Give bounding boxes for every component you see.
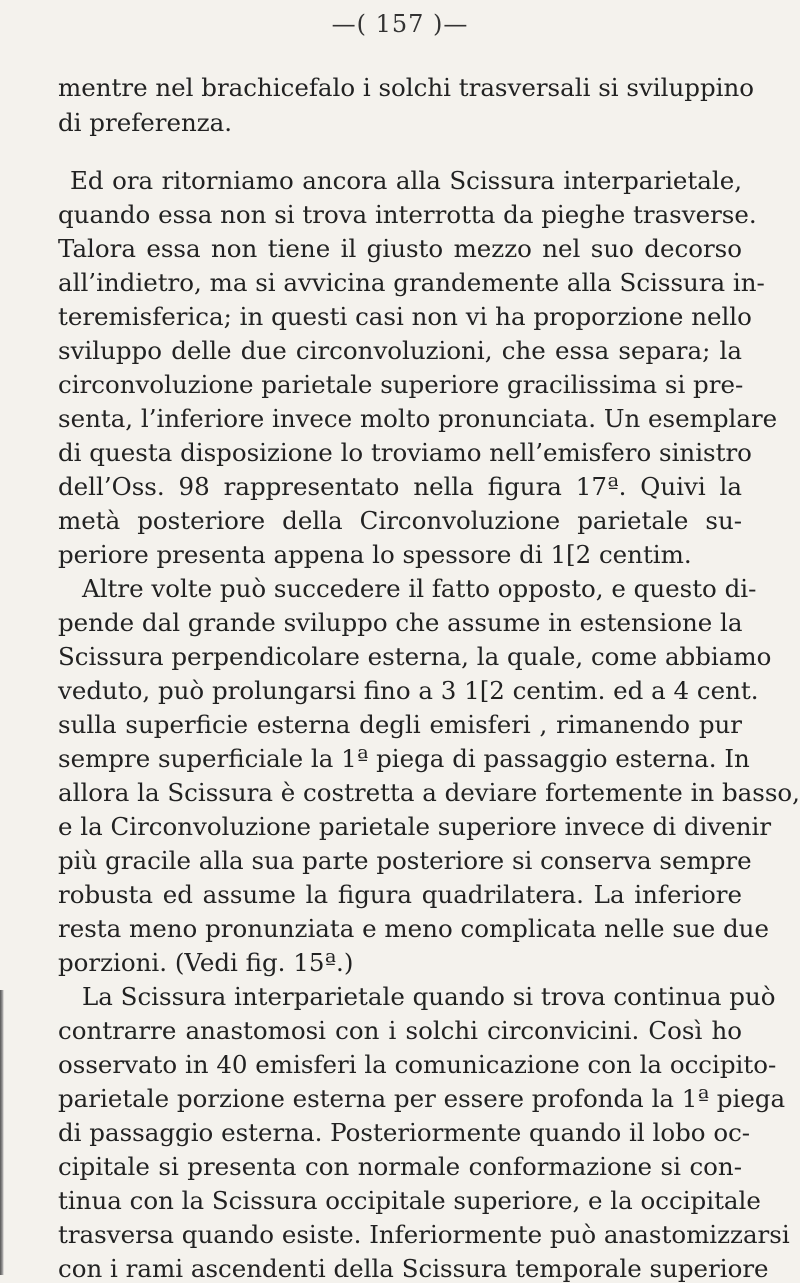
text-line: pende dal grande sviluppo che assume in estensione la — [58, 608, 743, 637]
text-line: e la Circonvoluzione parietale superiore invece di divenir — [58, 812, 772, 841]
text-line: circonvoluzione parietale superiore gracilissima si pre- — [58, 370, 744, 399]
text-line: teremisferica; in questi casi non vi ha proporzione nello — [58, 302, 752, 331]
text-line: quando essa non si trova interrotta da pieghe trasverse. — [58, 200, 757, 229]
text-line: dell’Oss. 98 rappresentato nella figura 17ª. Quivi la — [58, 472, 742, 501]
text-line: trasversa quando esiste. Inferiormente può anastomizzarsi — [58, 1220, 790, 1249]
text-line: Talora essa non tiene il giusto mezzo nel suo decorso — [58, 234, 742, 263]
text-line: resta meno pronunziata e meno complicata nelle sue due — [58, 914, 769, 943]
text-line: parietale porzione esterna per essere profonda la 1ª piega — [58, 1084, 786, 1113]
text-line: contrarre anastomosi con i solchi circonvicini. Così ho — [58, 1016, 742, 1045]
text-line: periore presenta appena lo spessore di 1[2 centim. — [58, 540, 692, 569]
text-line: sempre superficiale la 1ª piega di passaggio esterna. In — [58, 744, 750, 773]
text-line: più gracile alla sua parte posteriore si conserva sempre — [58, 846, 752, 875]
text-line: porzioni. (Vedi fig. 15ª.) — [58, 948, 354, 977]
text-line: di passaggio esterna. Posteriormente quando il lobo oc- — [58, 1118, 751, 1147]
text-line: senta, l’inferiore invece molto pronunciata. Un esemplare — [58, 404, 778, 433]
text-line: allora la Scissura è costretta a deviare fortemente in basso, — [58, 778, 800, 807]
text-line: metà posteriore della Circonvoluzione parietale su- — [58, 506, 742, 535]
text-line: di preferenza. — [58, 108, 233, 137]
text-line: Altre volte può succedere il fatto opposto, e questo di- — [82, 574, 757, 603]
text-line: sviluppo delle due circonvoluzioni, che essa separa; la — [58, 336, 742, 365]
page-number-header: —( 157 )— — [331, 10, 469, 38]
text-line: Scissura perpendicolare esterna, la quale, come abbiamo — [58, 642, 772, 671]
text-line: tinua con la Scissura occipitale superiore, e la occipitale — [58, 1186, 761, 1215]
text-line: sulla superficie esterna degli emisferi , rimanendo pur — [58, 710, 742, 739]
page-edge-shadow — [0, 990, 4, 1275]
text-line: cipitale si presenta con normale conformazione si con- — [58, 1152, 742, 1181]
text-line: mentre nel brachicefalo i solchi trasversali si sviluppino — [58, 73, 754, 102]
text-line: all’indietro, ma si avvicina grandemente alla Scissura in- — [58, 268, 765, 297]
text-line: veduto, può prolungarsi fino a 3 1[2 centim. ed a 4 cent. — [58, 676, 759, 705]
text-line: Ed ora ritorniamo ancora alla Scissura interparietale, — [70, 166, 742, 195]
text-line: osservato in 40 emisferi la comunicazione con la occipito- — [58, 1050, 777, 1079]
text-line: La Scissura interparietale quando si trova continua può — [82, 982, 776, 1011]
text-line: di questa disposizione lo troviamo nell’emisfero sinistro — [58, 438, 752, 467]
text-line: robusta ed assume la figura quadrilatera. La inferiore — [58, 880, 742, 909]
text-line: con i rami ascendenti della Scissura temporale superiore — [58, 1254, 769, 1283]
